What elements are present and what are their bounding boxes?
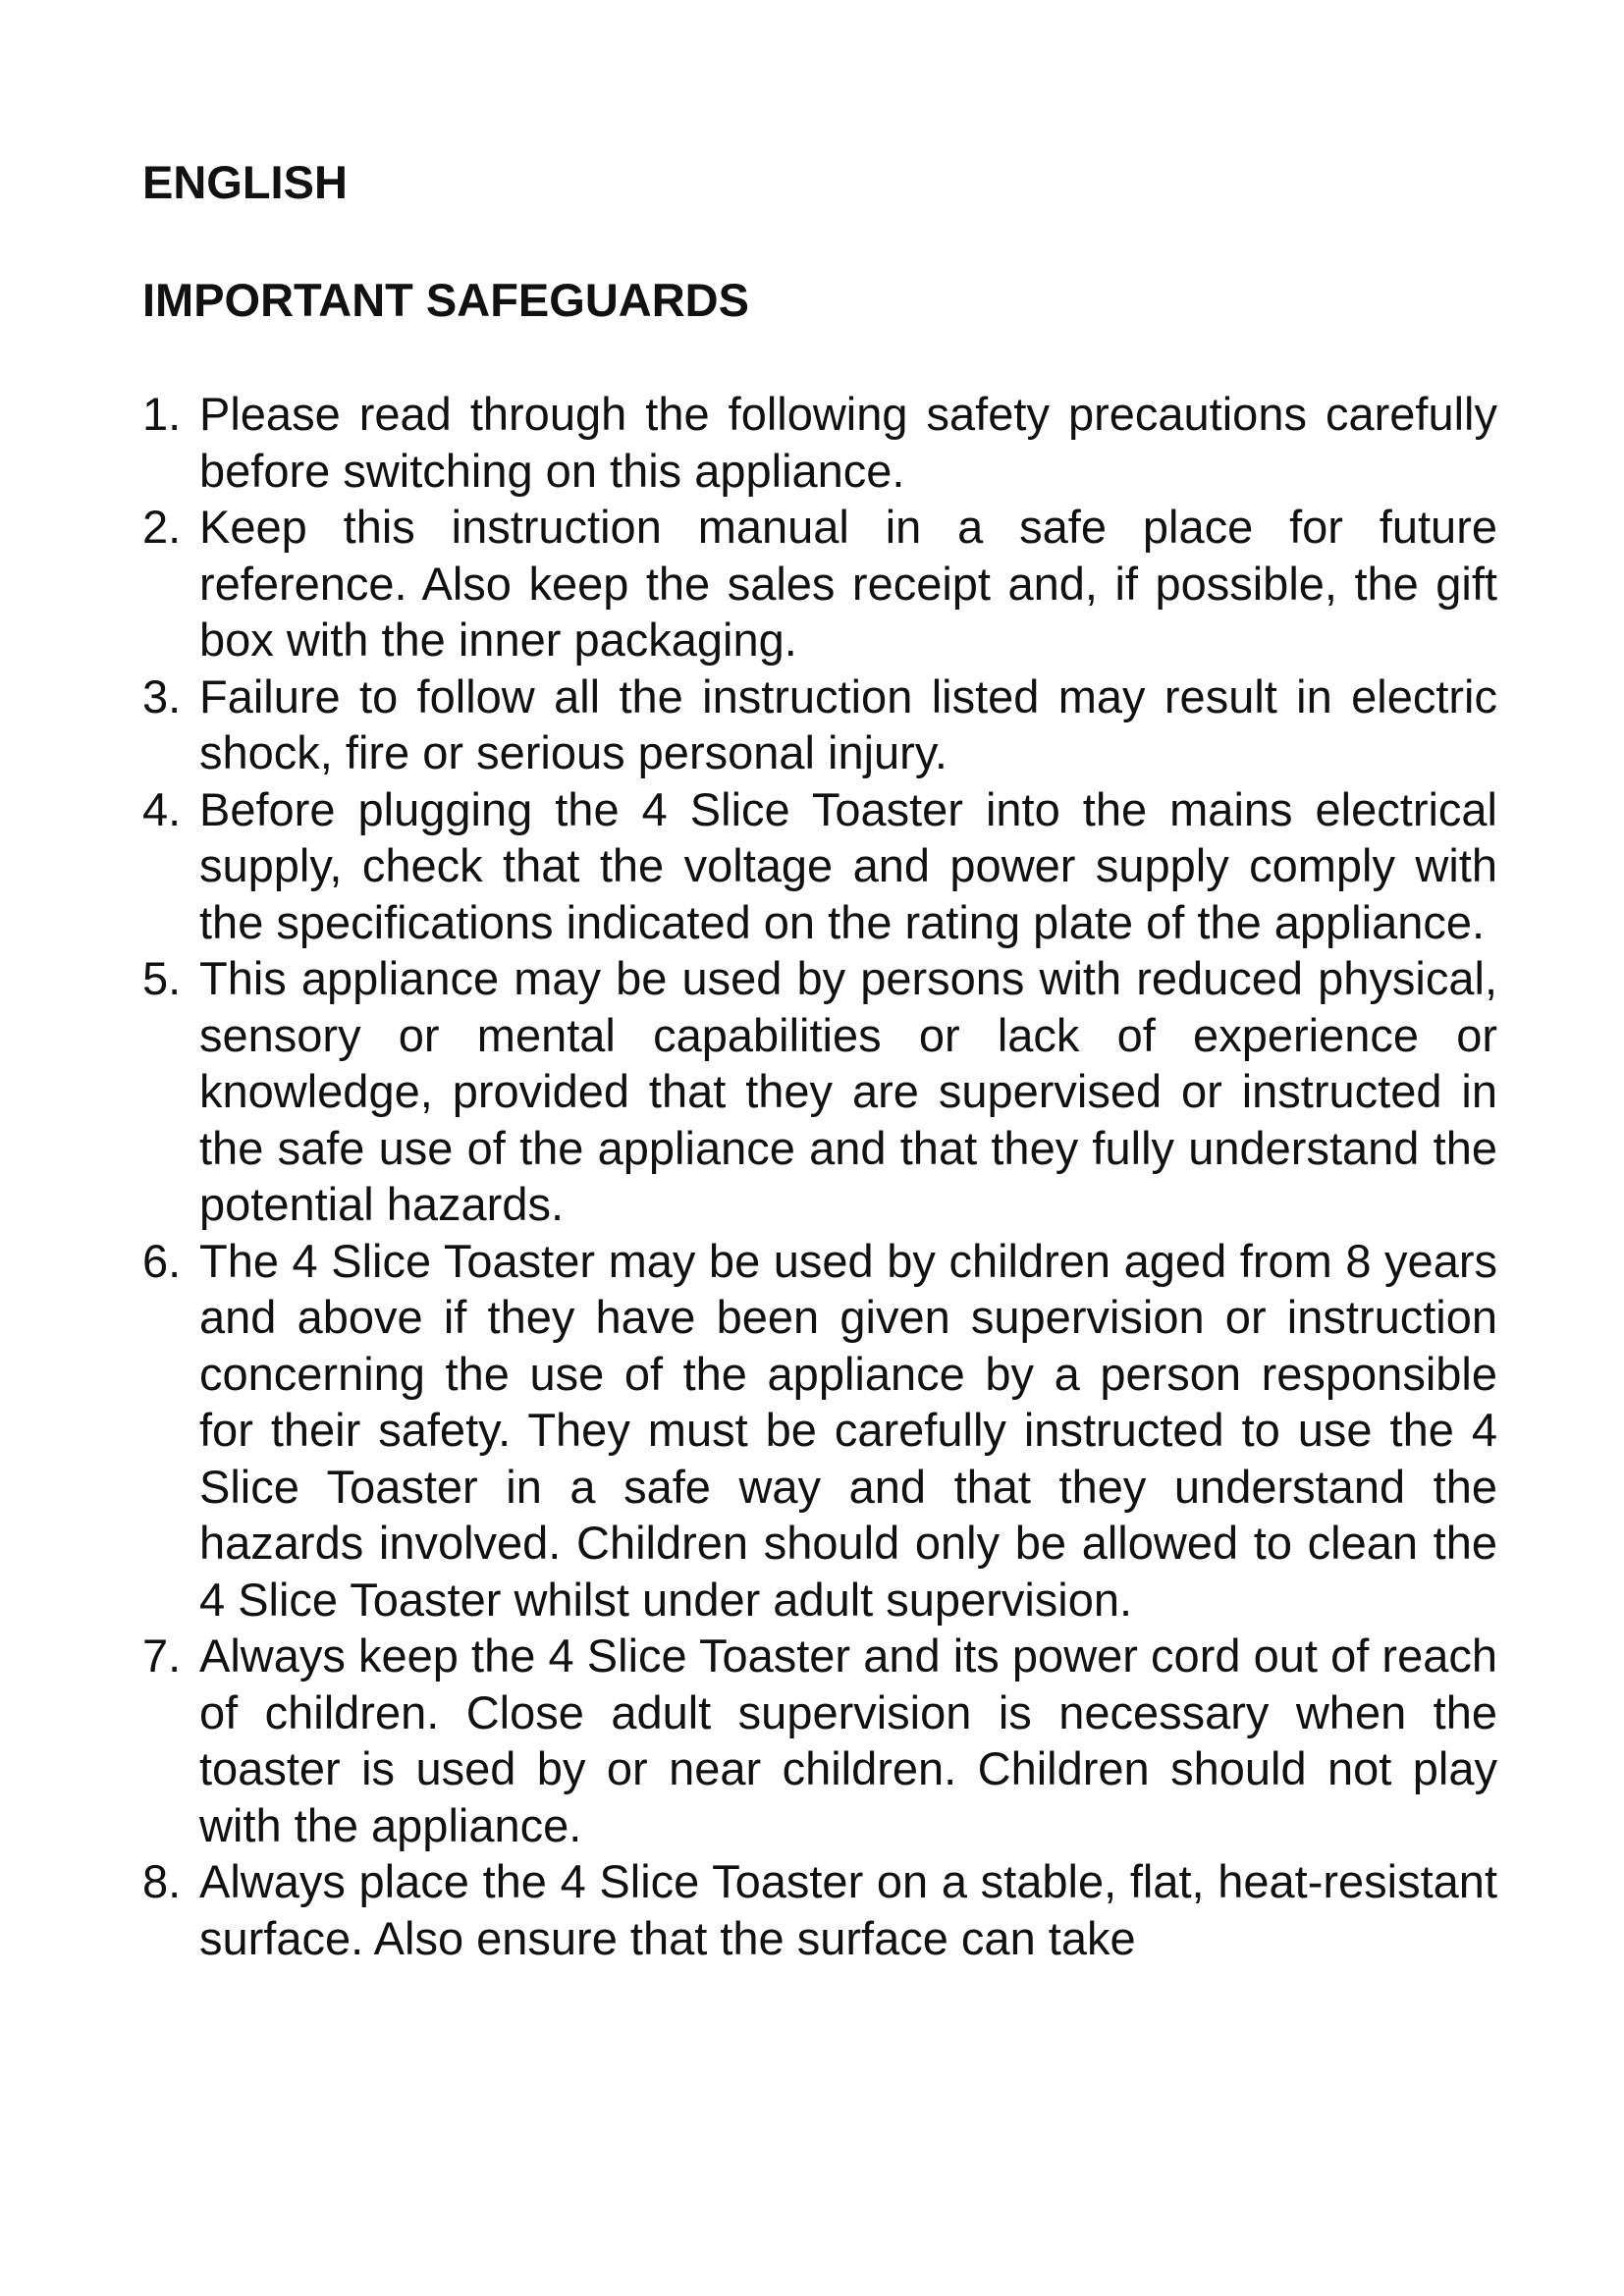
item-number: 8. bbox=[142, 1855, 182, 1907]
item-number: 1. bbox=[142, 388, 182, 440]
safeguards-list bbox=[142, 386, 1497, 1966]
item-number: 5. bbox=[142, 952, 182, 1004]
list-item bbox=[142, 499, 1497, 668]
list-item bbox=[142, 781, 1497, 951]
item-number: 7. bbox=[142, 1629, 182, 1682]
list-item bbox=[142, 1233, 1497, 1629]
item-number: 6. bbox=[142, 1234, 182, 1287]
item-number: 4. bbox=[142, 782, 182, 835]
item-text: Always place the 4 Slice Toaster on a stable, flat, heat-resistant surface. Also ensure that the surface can take bbox=[199, 1855, 1497, 1964]
item-text: Please read through the following safety precautions carefully before switching on this appliance. bbox=[199, 388, 1497, 497]
item-number: 2. bbox=[142, 501, 182, 553]
item-text: Failure to follow all the instruction listed may result in electric shock, fire or serious personal injury. bbox=[199, 669, 1497, 778]
list-item bbox=[142, 668, 1497, 781]
item-number: 3. bbox=[142, 669, 182, 722]
list-item bbox=[142, 1628, 1497, 1853]
item-text: Always keep the 4 Slice Toaster and its power cord out of reach of children. Close adult supervision is necessary when the toaster is used by or near children. Children should not play with the appliance. bbox=[199, 1629, 1497, 1851]
item-text: Keep this instruction manual in a safe place for future reference. Also keep the sales receipt and, if possible, the gift box with the inner packaging. bbox=[199, 501, 1497, 666]
list-item bbox=[142, 1853, 1497, 1966]
section-title: IMPORTANT SAFEGUARDS bbox=[142, 274, 749, 326]
language-heading: ENGLISH bbox=[142, 156, 348, 208]
list-item bbox=[142, 950, 1497, 1233]
item-text: This appliance may be used by persons with reduced physical, sensory or mental capabilities or lack of experience or knowledge, provided that they are supervised or instructed in the safe use of the appliance and that they fully understand the potential hazards. bbox=[199, 952, 1497, 1230]
item-text: The 4 Slice Toaster may be used by children aged from 8 years and above if they have been given supervision or instruction concerning the use of the appliance by a person responsible for their safety. They must be carefully instructed to use the 4 Slice Toaster in a safe way and that they understand the hazards involved. Children should only be allowed to clean the 4 Slice Toaster whilst under adult supervision. bbox=[199, 1234, 1497, 1626]
list-item bbox=[142, 386, 1497, 499]
item-text: Before plugging the 4 Slice Toaster into the mains electrical supply, check that the voltage and power supply comply with the specifications indicated on the rating plate of the appliance. bbox=[199, 782, 1497, 948]
